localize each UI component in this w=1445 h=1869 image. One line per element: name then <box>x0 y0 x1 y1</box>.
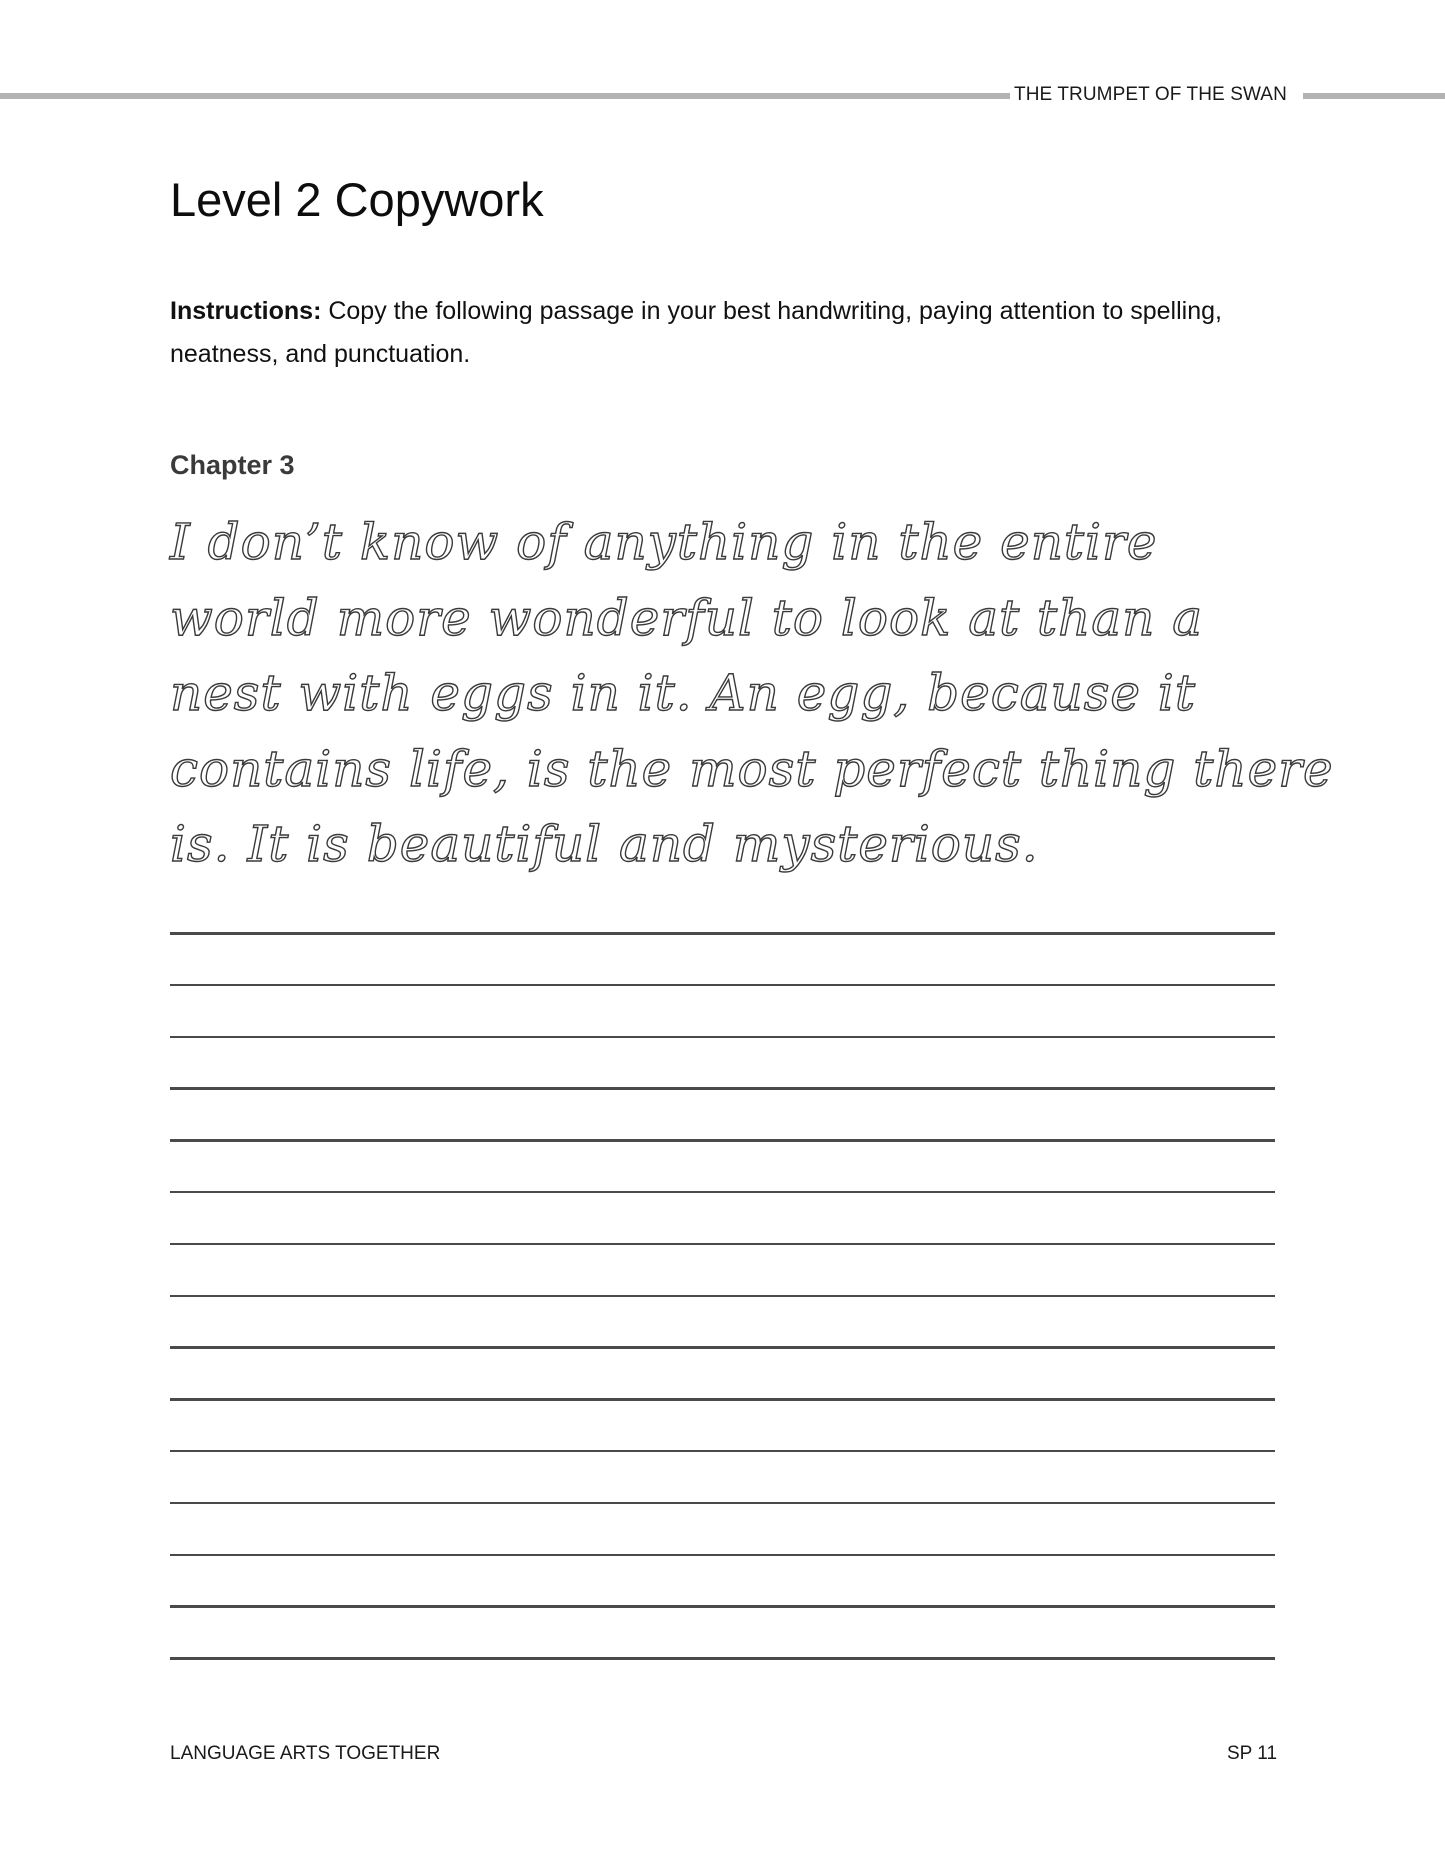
instructions-label: Instructions: <box>170 297 322 325</box>
writing-line <box>170 1036 1275 1039</box>
writing-line <box>170 1502 1275 1505</box>
writing-line <box>170 1243 1275 1246</box>
writing-line <box>170 1346 1275 1349</box>
writing-line <box>170 1191 1275 1194</box>
writing-line <box>170 1605 1275 1608</box>
instructions-text: Copy the following passage in your best handwriting, paying attention to spelling, neatness, and punctuation. <box>170 297 1222 368</box>
passage-line: is. It is beautiful and mysterious. <box>170 815 1039 873</box>
passage-line: contains life, is the most perfect thing there <box>170 739 1334 798</box>
passage-line: world more wonderful to look at than a <box>170 588 1204 647</box>
passage-line: I don’t know of anything in the entire <box>170 513 1158 571</box>
page-title: Level 2 Copywork <box>170 173 544 226</box>
writing-line <box>170 1657 1275 1660</box>
running-header: THE TRUMPET OF THE SWAN <box>1014 84 1291 106</box>
header-rule-left <box>0 93 1010 99</box>
footer-book-title: LANGUAGE ARTS TOGETHER <box>170 1743 441 1764</box>
writing-line <box>170 1450 1275 1453</box>
writing-lines <box>170 932 1275 1709</box>
writing-line <box>170 1554 1275 1557</box>
copywork-passage <box>170 505 1334 883</box>
writing-line <box>170 984 1275 987</box>
writing-line <box>170 1398 1275 1401</box>
writing-line <box>170 932 1275 935</box>
page-number: SP 11 <box>1227 1743 1278 1764</box>
header-rule-right <box>1303 93 1445 99</box>
writing-line <box>170 1087 1275 1090</box>
writing-line <box>170 1139 1275 1142</box>
chapter-heading: Chapter 3 <box>170 450 295 480</box>
passage-line: nest with eggs in it. An egg, because it <box>170 664 1196 722</box>
writing-line <box>170 1295 1275 1298</box>
instructions <box>170 290 1280 376</box>
